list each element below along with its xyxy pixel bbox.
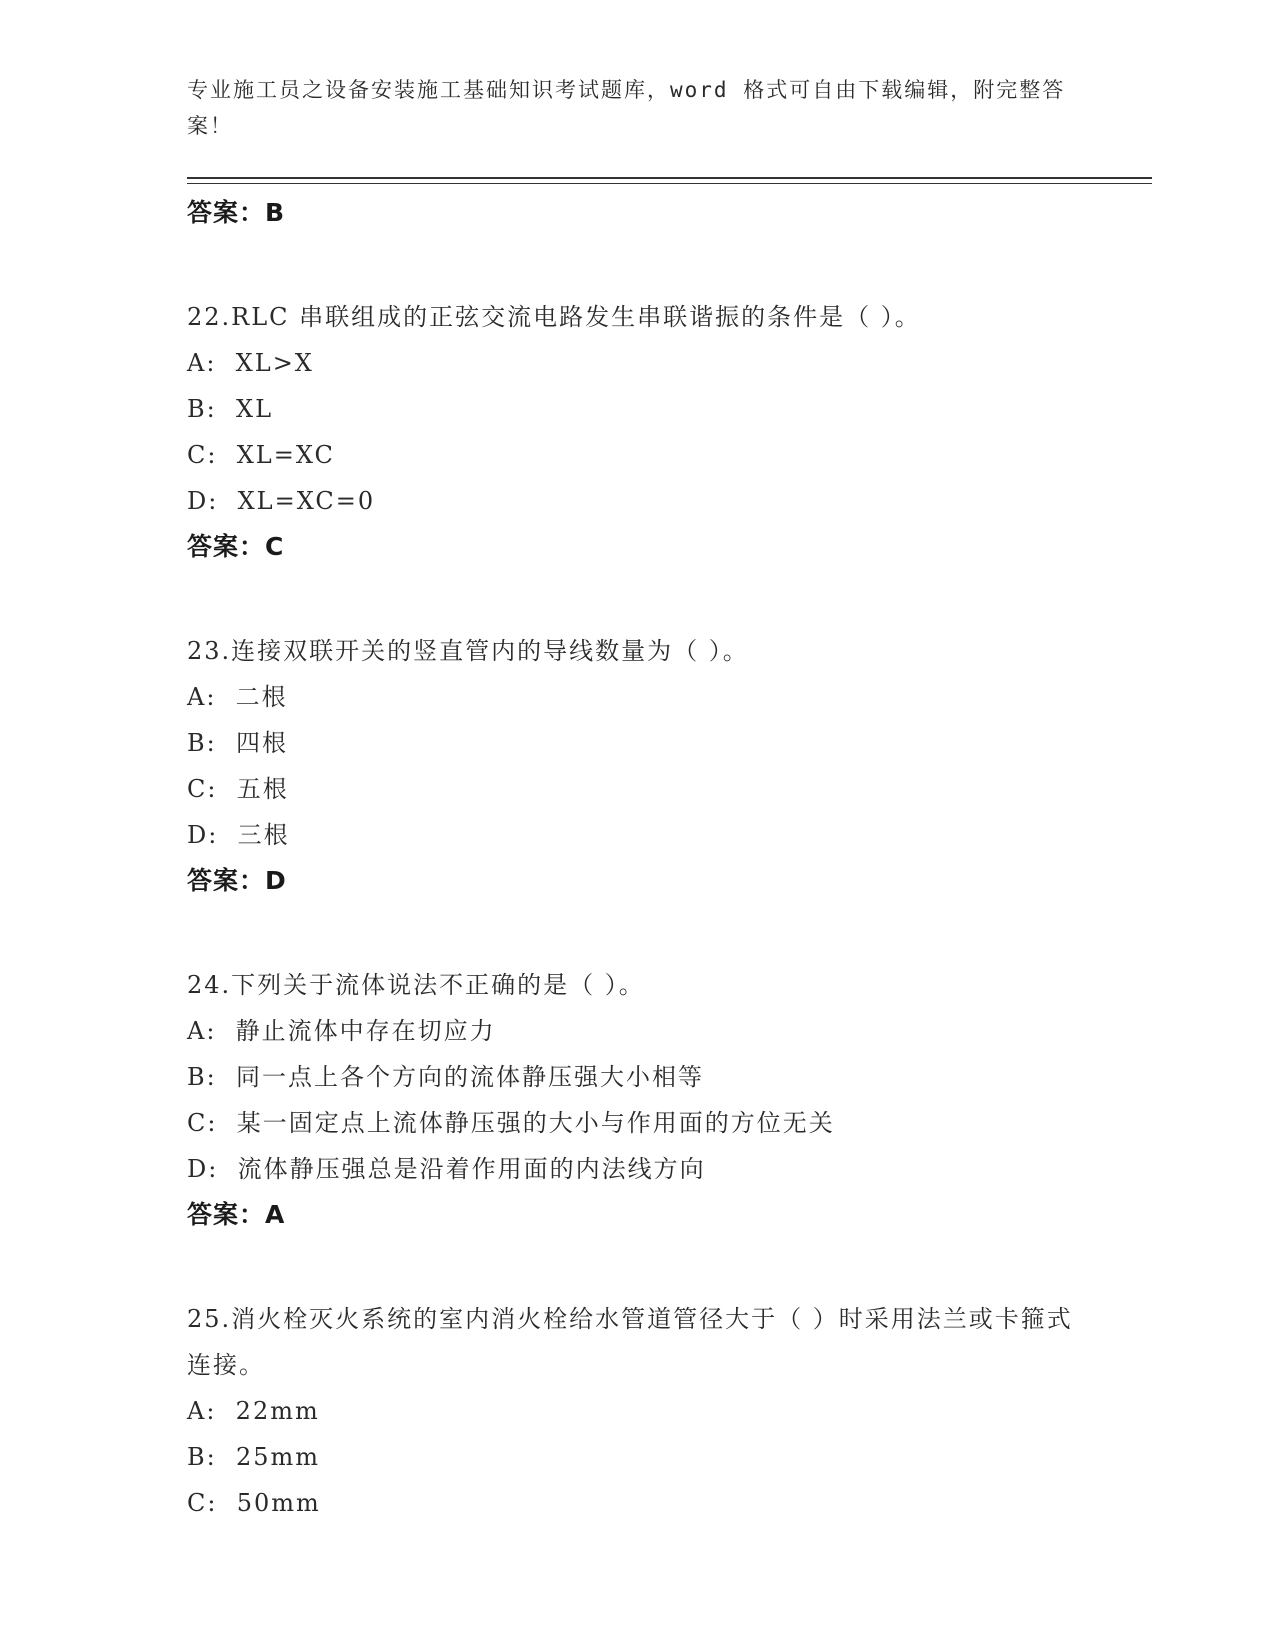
spacer [187, 570, 1087, 628]
document-header: 专业施工员之设备安装施工基础知识考试题库，word 格式可自由下载编辑，附完整答案！ [187, 78, 1066, 138]
option-a: A: XL>X [187, 349, 314, 377]
answer-line: 答案：D [187, 866, 287, 895]
spacer [187, 236, 1087, 294]
option-c: C: 50mm [187, 1489, 321, 1517]
answer-line: 答案：C [187, 532, 285, 561]
option-d: D: XL=XC=0 [187, 487, 376, 515]
answer-line: 答案：B [187, 198, 286, 227]
spacer [187, 1238, 1087, 1296]
spacer [187, 904, 1087, 962]
header-divider-thick [187, 177, 1152, 179]
option-a: A: 二根 [187, 683, 288, 711]
option-b: B: 四根 [187, 729, 288, 757]
question-list [187, 190, 1087, 1526]
option-a: A: 静止流体中存在切应力 [187, 1017, 496, 1045]
option-c: C: 某一固定点上流体静压强的大小与作用面的方位无关 [187, 1109, 835, 1137]
option-a: A: 22mm [187, 1397, 320, 1425]
question-24: 24.下列关于流体说法不正确的是（ ）。 [187, 971, 645, 999]
header-divider-thin [187, 183, 1152, 184]
option-b: B: XL [187, 395, 274, 423]
answer-line: 答案：A [187, 1200, 286, 1229]
question-25: 25.消火栓灭火系统的室内消火栓给水管道管径大于（ ）时采用法兰或卡箍式连接。 [187, 1305, 1073, 1379]
option-c: C: XL=XC [187, 441, 335, 469]
option-d: D: 流体静压强总是沿着作用面的内法线方向 [187, 1155, 706, 1183]
option-b: B: 25mm [187, 1443, 321, 1471]
option-d: D: 三根 [187, 821, 290, 849]
option-c: C: 五根 [187, 775, 289, 803]
question-23: 23.连接双联开关的竖直管内的导线数量为（ ）。 [187, 637, 749, 665]
option-b: B: 同一点上各个方向的流体静压强大小相等 [187, 1063, 704, 1091]
question-22: 22.RLC 串联组成的正弦交流电路发生串联谐振的条件是（ ）。 [187, 303, 921, 331]
